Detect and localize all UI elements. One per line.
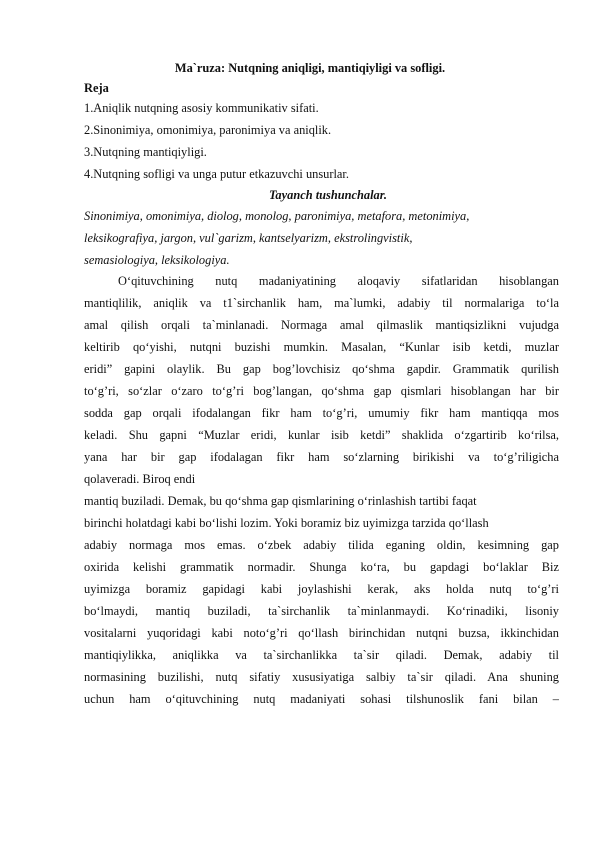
plan-item: 2.Sinonimiya, omonimiya, paronimiya va aniqlik. [84, 123, 332, 137]
body-line: mantiqlilik, aniqlik va t1`sirchanlik ham, ma`lumki, adabiy til normalariga to‘la [84, 296, 559, 310]
body-line: eridi” gapini olaylik. Bu gap bog’lovchisiz qo‘shma gapdir. Grammatik qurilish [84, 362, 559, 376]
body-line: yana har bir gap ifodalagan fikr ham so‘zlarning birikishi va to‘g’riligicha [84, 450, 559, 464]
body-line: keltirib qo‘yishi, nutqni buzishi mumkin. Masalan, “Kunlar isib ketdi, muzlar [84, 340, 559, 354]
lecture-title: Ma`ruza: Nutqning aniqligi, mantiqiyligi va sofligi. [174, 61, 446, 75]
body-line: qolaveradi. Biroq endi [84, 472, 196, 486]
body-line: uyimizga boramiz gapidagi kabi joylashishi kerak, aks holda nutq to‘g’ri [84, 582, 559, 596]
body-line: amal qilish orqali ta`minlanadi. Normaga amal qilmaslik mantiqsizlikni vujudga [84, 318, 559, 332]
body-line: uchun ham o‘qituvchining nutq madaniyati sohasi tilshunoslik fani bilan – [84, 692, 559, 706]
body-line: oxirida kelishi grammatik normadir. Shunga ko‘ra, bu gapdagi bo‘laklar Biz [84, 560, 559, 574]
body-line: to‘g’ri, so‘zlar o‘zaro to‘g’ri bog’langan, qo‘shma gap qismlari hisoblangan har bir [84, 384, 559, 398]
body-line: sodda gap orqali ifodalangan fikr ham to‘g’ri, umumiy fikr ham mantiqqa mos [84, 406, 559, 420]
body-line: adabiy normaga mos emas. o‘zbek adabiy tilida eganing oldin, kesimning gap [84, 538, 559, 552]
key-terms-line: leksikografiya, jargon, vul`garizm, kantselyarizm, ekstrolingvistik, [84, 231, 413, 245]
body-line: keladi. Shu gapni “Muzlar eridi, kunlar isib ketdi” shaklida o‘zgartirib ko‘rilsa, [84, 428, 559, 442]
body-line: normasining buzilishi, nutq sifatiy xususiyatiga salbiy ta`sir qiladi. Ana shuning [84, 670, 559, 684]
body-line: vositalarni yuqoridagi kabi noto‘g’ri qo‘llash birinchidan nutqni buzsa, ikkinchidan [84, 626, 559, 640]
plan-item: 3.Nutqning mantiqiyligi. [84, 145, 207, 159]
body-line: bo‘lmaydi, mantiq buziladi, ta`sirchanlik ta`minlanmaydi. Ko‘rinadiki, lisoniy [84, 604, 559, 618]
key-terms-line: Sinonimiya, omonimiya, diolog, monolog, paronimiya, metafora, metonimiya, [84, 209, 470, 223]
body-line: O‘qituvchining nutq madaniyatining aloqaviy sifatlaridan hisoblangan [118, 274, 559, 288]
body-line: birinchi holatdagi kabi bo‘lishi lozim. Yoki boramiz biz uyimizga tarzida qo‘llash [84, 516, 489, 530]
body-line: mantiq buziladi. Demak, bu qo‘shma gap qismlarining o‘rinlashish tartibi faqat [84, 494, 477, 508]
plan-item: 1.Aniqlik nutqning asosiy kommunikativ sifati. [84, 101, 319, 115]
key-terms-line: semasiologiya, leksikologiya. [84, 253, 230, 267]
body-line: mantiqiylikka, aniqlikka va ta`sirchanlikka ta`sir qiladi. Demak, adabiy til [84, 648, 559, 662]
key-terms-heading: Tayanch tushunchalar. [269, 188, 387, 202]
plan-item: 4.Nutqning sofligi va unga putur etkazuvchi unsurlar. [84, 167, 349, 181]
plan-heading: Reja [84, 81, 109, 95]
